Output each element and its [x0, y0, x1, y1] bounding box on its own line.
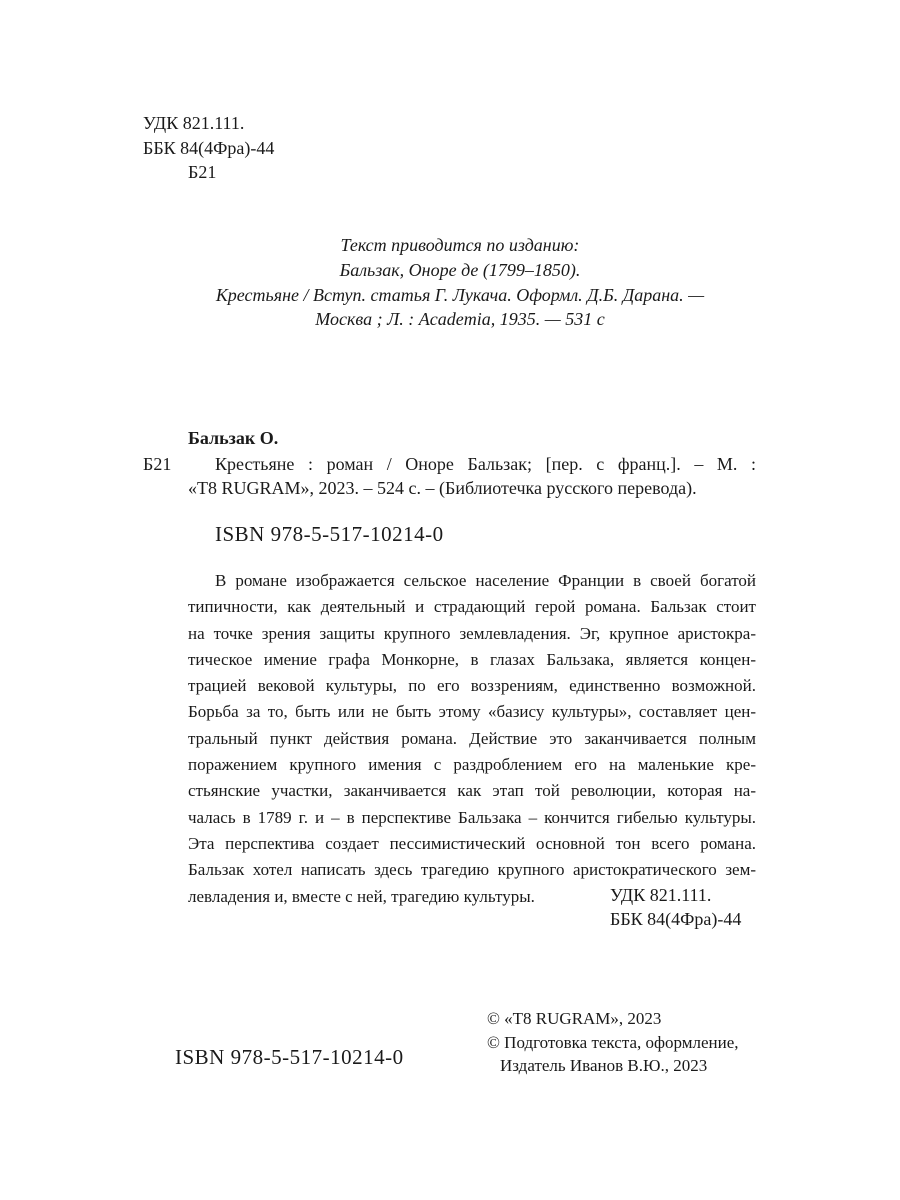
author-mark: Б21: [188, 162, 217, 182]
copyright-line: © Подготовка текста, оформление,: [487, 1033, 739, 1052]
copyright-line: © «T8 RUGRAM», 2023: [487, 1009, 662, 1028]
source-note-line: Бальзак, Оноре де (1799–1850).: [339, 260, 581, 280]
annotation-line: чалась в 1789 г. и – в перспективе Бальзака – кончится гибелью культуры.: [188, 807, 756, 827]
annotation-line: левладения и, вместе с ней, трагедию культуры.: [188, 886, 535, 906]
annotation-line: тральный пункт действия романа. Действие это заканчивается полным: [188, 728, 756, 748]
annotation-line: тическое имение графа Монкорне, в глазах Бальзака, является концен-: [188, 649, 756, 669]
catalog-author: Бальзак О.: [188, 428, 279, 448]
udk-code: УДК 821.111.: [143, 113, 245, 133]
annotation-line: поражением крупного имения с раздроблением его на маленькие кре-: [188, 755, 756, 775]
footer-udk: УДК 821.111.: [610, 885, 712, 905]
bbk-code: ББК 84(4Фра)-44: [143, 138, 275, 158]
catalog-author-mark: Б21: [143, 454, 172, 474]
copyright-line: Издатель Иванов В.Ю., 2023: [500, 1056, 708, 1075]
source-note-line: Текст приводится по изданию:: [340, 235, 580, 255]
footer-bbk: ББК 84(4Фра)-44: [610, 909, 742, 929]
annotation-line: Борьба за то, быть или не быть этому «базису культуры», составляет цен-: [188, 702, 756, 722]
catalog-isbn: ISBN 978-5-517-10214-0: [215, 522, 444, 546]
annotation-line: стьянские участки, заканчивается как этап той революции, которая на-: [188, 781, 756, 801]
footer-isbn: ISBN 978-5-517-10214-0: [175, 1045, 404, 1069]
source-note-line: Крестьяне / Вступ. статья Г. Лукача. Оформл. Д.Б. Дарана. —: [215, 285, 705, 305]
annotation-line: В романе изображается сельское население Франции в своей богатой: [215, 571, 756, 590]
catalog-line: «T8 RUGRAM», 2023. – 524 с. – (Библиотечка русского перевода).: [188, 478, 697, 498]
source-note-line: Москва ; Л. : Academia, 1935. — 531 с: [315, 309, 605, 329]
annotation-line: на точке зрения защиты крупного землевладения. Эг, крупное аристокра-: [188, 623, 756, 643]
annotation-line: Бальзак хотел написать здесь трагедию крупного аристократического зем-: [188, 860, 756, 880]
catalog-line: Крестьяне : роман / Оноре Бальзак; [пер. с франц.]. – М. :: [215, 454, 756, 474]
annotation: [188, 568, 756, 910]
annotation-line: трацией вековой культуры, по его воззрениям, единственно возможной.: [188, 676, 756, 696]
annotation-line: Эта перспектива создает пессимистический основной тон всего романа.: [188, 833, 756, 853]
annotation-line: типичности, как деятельный и страдающий герой романа. Бальзак стоит: [188, 597, 756, 617]
